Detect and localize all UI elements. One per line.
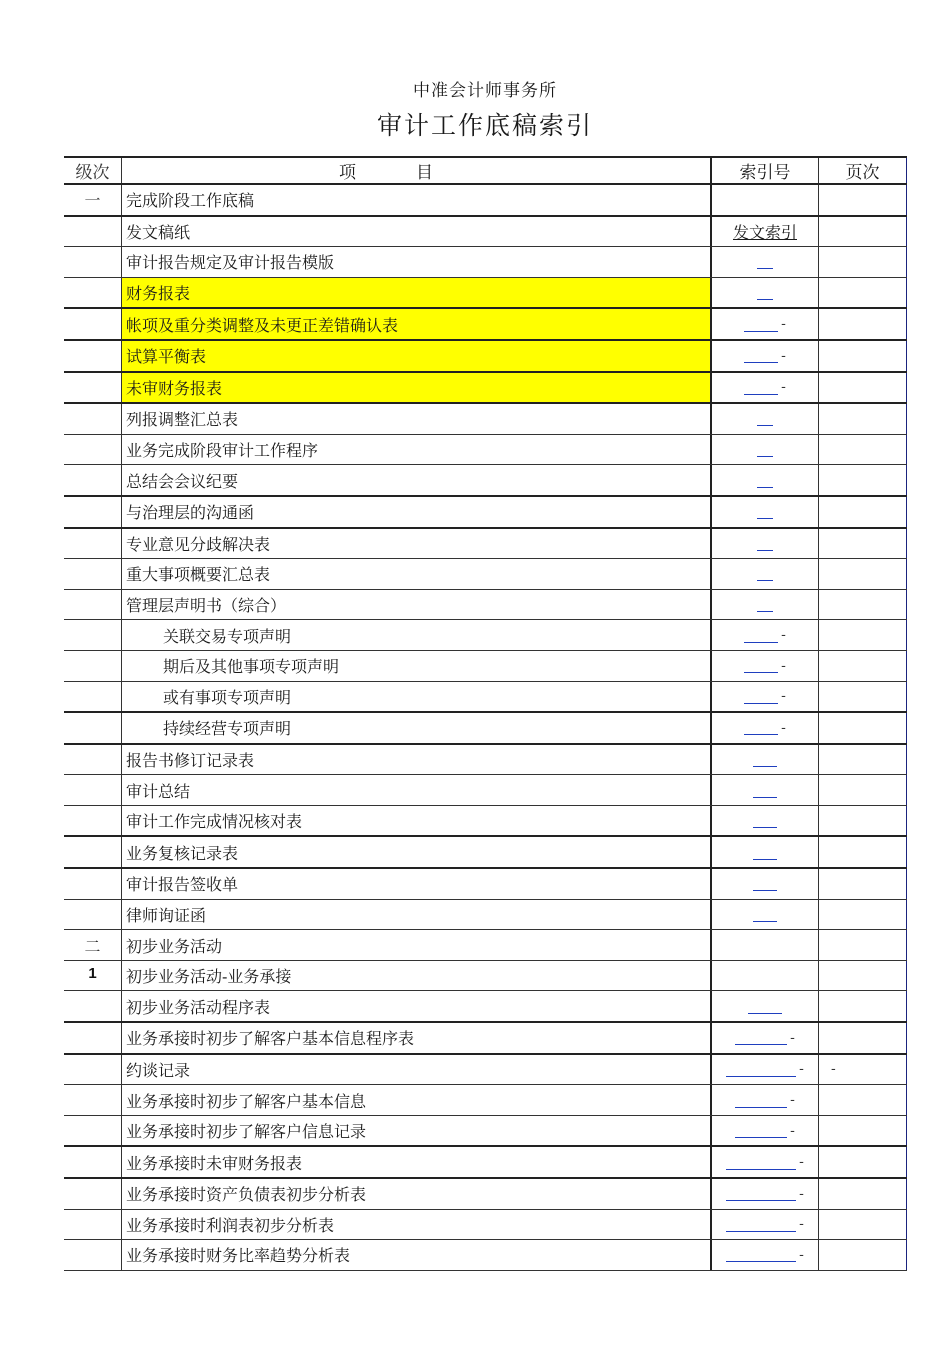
row-item-name: 业务承接时初步了解客户信息记录 [122, 1116, 712, 1146]
row-index-cell [712, 620, 819, 650]
index-link[interactable] [753, 827, 777, 828]
index-link[interactable] [735, 1107, 787, 1108]
table-row [64, 806, 907, 838]
table-header [64, 158, 907, 185]
table-row [64, 1179, 907, 1210]
table-row [64, 185, 907, 217]
row-index-cell [712, 651, 819, 681]
row-index-cell [712, 278, 819, 308]
col-level-header: 级次 [64, 158, 122, 183]
row-level [64, 1147, 122, 1177]
table-row [64, 651, 907, 682]
index-link[interactable] [757, 580, 773, 581]
row-page-cell [819, 185, 907, 215]
index-link[interactable] [744, 734, 778, 735]
index-link[interactable] [757, 550, 773, 551]
index-link[interactable] [744, 672, 778, 673]
row-level [64, 435, 122, 465]
row-index-cell [712, 682, 819, 712]
row-page-cell [819, 713, 907, 743]
index-dash: - [781, 719, 786, 736]
row-page-cell [819, 806, 907, 836]
table-row [64, 713, 907, 745]
index-link[interactable] [735, 1044, 787, 1045]
row-level [64, 775, 122, 805]
index-link[interactable] [757, 518, 773, 519]
row-page-cell [819, 1116, 907, 1146]
col-item-header: 项目 [122, 158, 712, 183]
index-link[interactable] [726, 1200, 796, 1201]
row-item-name: 持续经营专项声明 [122, 713, 712, 743]
index-dash: - [781, 657, 786, 674]
index-dash: - [799, 1185, 804, 1202]
row-item-name: 完成阶段工作底稿 [122, 185, 712, 215]
row-level [64, 309, 122, 339]
row-level [64, 217, 122, 247]
row-item-name: 业务复核记录表 [122, 837, 712, 867]
row-index-cell [712, 1055, 819, 1085]
index-dash: - [790, 1029, 795, 1046]
row-page-cell [819, 1179, 907, 1209]
index-link[interactable] [726, 1261, 796, 1262]
row-item-name: 试算平衡表 [122, 341, 712, 371]
row-level: 1 [64, 961, 122, 991]
page-dash: - [831, 1061, 836, 1078]
row-index-cell [712, 775, 819, 805]
table-row [64, 961, 907, 992]
index-dash: - [781, 316, 786, 333]
index-link[interactable] [753, 921, 777, 922]
row-item-name: 重大事项概要汇总表 [122, 559, 712, 589]
table-row [64, 373, 907, 405]
index-link[interactable] [726, 1076, 796, 1077]
row-page-cell [819, 1240, 907, 1270]
index-link[interactable] [753, 797, 777, 798]
row-index-cell [712, 713, 819, 743]
row-page-cell [819, 529, 907, 559]
index-dash: - [799, 1216, 804, 1233]
row-level [64, 341, 122, 371]
row-page-cell [819, 900, 907, 930]
row-index-cell [712, 217, 819, 247]
row-index-cell [712, 1023, 819, 1053]
row-page-cell [819, 373, 907, 403]
row-item-name: 审计报告签收单 [122, 869, 712, 899]
row-page-cell [819, 682, 907, 712]
table-row [64, 590, 907, 621]
row-page-cell [819, 837, 907, 867]
row-item-name: 业务承接时初步了解客户基本信息 [122, 1085, 712, 1115]
row-level [64, 713, 122, 743]
row-page-cell [819, 217, 907, 247]
table-row [64, 837, 907, 869]
row-item-name: 未审财务报表 [122, 373, 712, 403]
row-item-name: 业务承接时财务比率趋势分析表 [122, 1240, 712, 1270]
row-page-cell [819, 435, 907, 465]
row-level [64, 1055, 122, 1085]
row-page-cell [819, 1210, 907, 1240]
table-row [64, 1240, 907, 1271]
index-link[interactable] [744, 394, 778, 395]
table-row [64, 682, 907, 714]
index-dash: - [799, 1061, 804, 1078]
row-level [64, 1210, 122, 1240]
index-link[interactable] [753, 766, 777, 767]
row-page-cell [819, 991, 907, 1021]
row-page-cell [819, 620, 907, 650]
index-link[interactable] [757, 487, 773, 488]
index-dash: - [781, 627, 786, 644]
row-item-name: 关联交易专项声明 [122, 620, 712, 650]
row-item-name: 发文稿纸 [122, 217, 712, 247]
row-level [64, 497, 122, 527]
row-item-name: 审计总结 [122, 775, 712, 805]
row-index-cell [712, 247, 819, 277]
row-page-cell [819, 497, 907, 527]
row-index-cell [712, 373, 819, 403]
table-row [64, 930, 907, 961]
table-row [64, 1116, 907, 1148]
table-row [64, 559, 907, 590]
row-index-cell [712, 1179, 819, 1209]
index-table [64, 156, 907, 1271]
col-page-header: 页次 [819, 158, 907, 183]
index-link[interactable] [757, 425, 773, 426]
index-link[interactable] [735, 1137, 787, 1138]
row-index-cell [712, 185, 819, 215]
row-level [64, 1179, 122, 1209]
table-row [64, 620, 907, 651]
row-item-name: 审计报告规定及审计报告模版 [122, 247, 712, 277]
table-row [64, 217, 907, 248]
row-level: 二 [64, 930, 122, 960]
table-row [64, 745, 907, 776]
row-item-name: 列报调整汇总表 [122, 404, 712, 434]
row-page-cell [819, 465, 907, 495]
row-index-cell [712, 465, 819, 495]
index-link[interactable] [744, 331, 778, 332]
table-row [64, 341, 907, 373]
index-dash: - [799, 1246, 804, 1263]
row-item-name: 业务承接时未审财务报表 [122, 1147, 712, 1177]
index-link[interactable] [757, 611, 773, 612]
table-row [64, 1085, 907, 1116]
row-index-cell [712, 1116, 819, 1146]
row-page-cell [819, 930, 907, 960]
row-index-cell [712, 1210, 819, 1240]
row-item-name: 帐项及重分类调整及未更正差错确认表 [122, 309, 712, 339]
row-level [64, 1023, 122, 1053]
table-row [64, 497, 907, 529]
index-link[interactable] [757, 268, 773, 269]
table-row [64, 404, 907, 435]
row-level [64, 529, 122, 559]
row-index-cell [712, 309, 819, 339]
index-link[interactable] [744, 362, 778, 363]
table-body [64, 185, 907, 1271]
index-dash: - [799, 1154, 804, 1171]
row-page-cell [819, 1147, 907, 1177]
row-item-name: 与治理层的沟通函 [122, 497, 712, 527]
row-item-name: 业务承接时利润表初步分析表 [122, 1210, 712, 1240]
row-page-cell [819, 247, 907, 277]
row-page-cell [819, 651, 907, 681]
row-page-cell [819, 961, 907, 991]
index-link[interactable] [748, 1013, 782, 1014]
row-index-cell [712, 404, 819, 434]
row-page-cell [819, 775, 907, 805]
row-level [64, 1116, 122, 1146]
table-row [64, 309, 907, 341]
row-item-name: 管理层声明书（综合） [122, 590, 712, 620]
row-level [64, 620, 122, 650]
row-index-cell [712, 869, 819, 899]
row-level [64, 745, 122, 775]
row-level [64, 900, 122, 930]
row-level [64, 278, 122, 308]
row-level [64, 806, 122, 836]
row-page-cell [819, 559, 907, 589]
row-index-cell [712, 806, 819, 836]
table-row [64, 278, 907, 310]
table-row [64, 775, 907, 806]
table-row [64, 247, 907, 278]
row-index-cell [712, 745, 819, 775]
index-link[interactable] [757, 456, 773, 457]
row-level [64, 682, 122, 712]
index-link[interactable] [726, 1231, 796, 1232]
row-index-cell [712, 991, 819, 1021]
row-level [64, 373, 122, 403]
row-item-name: 专业意见分歧解决表 [122, 529, 712, 559]
row-item-name: 初步业务活动程序表 [122, 991, 712, 1021]
row-index-cell [712, 529, 819, 559]
row-index-cell [712, 435, 819, 465]
row-index-cell [712, 559, 819, 589]
row-item-name: 业务完成阶段审计工作程序 [122, 435, 712, 465]
row-page-cell [819, 745, 907, 775]
row-index-cell [712, 837, 819, 867]
row-item-name: 期后及其他事项专项声明 [122, 651, 712, 681]
table-row [64, 529, 907, 560]
row-level [64, 1085, 122, 1115]
row-index-cell [712, 341, 819, 371]
row-index-cell [712, 900, 819, 930]
table-row [64, 1210, 907, 1241]
index-link[interactable] [744, 703, 778, 704]
table-row [64, 1147, 907, 1179]
index-dash: - [781, 379, 786, 396]
row-page-cell [819, 404, 907, 434]
index-dash: - [790, 1092, 795, 1109]
row-item-name: 业务承接时资产负债表初步分析表 [122, 1179, 712, 1209]
row-item-name: 初步业务活动-业务承接 [122, 961, 712, 991]
row-level: 一 [64, 185, 122, 215]
table-row [64, 991, 907, 1023]
row-index-cell [712, 930, 819, 960]
index-link[interactable] [753, 859, 777, 860]
row-page-cell [819, 869, 907, 899]
row-index-cell [712, 1240, 819, 1270]
row-level [64, 837, 122, 867]
row-level [64, 247, 122, 277]
index-dash: - [781, 347, 786, 364]
row-item-name: 业务承接时初步了解客户基本信息程序表 [122, 1023, 712, 1053]
table-row [64, 465, 907, 497]
row-item-name: 律师询证函 [122, 900, 712, 930]
row-index-cell [712, 497, 819, 527]
table-row [64, 1023, 907, 1055]
row-page-cell [819, 590, 907, 620]
document-title: 审计工作底稿索引 [376, 111, 593, 140]
row-level [64, 559, 122, 589]
table-row [64, 1055, 907, 1086]
row-level [64, 869, 122, 899]
row-page-cell [819, 341, 907, 371]
table-row [64, 869, 907, 900]
row-level [64, 590, 122, 620]
col-index-header: 索引号 [712, 158, 819, 183]
row-index-cell [712, 1085, 819, 1115]
row-level [64, 465, 122, 495]
row-page-cell [819, 278, 907, 308]
row-item-name: 财务报表 [122, 278, 712, 308]
row-level [64, 1240, 122, 1270]
firm-name: 中准会计师事务所 [413, 81, 557, 101]
row-page-cell [819, 1085, 907, 1115]
row-item-name: 初步业务活动 [122, 930, 712, 960]
index-dash: - [781, 688, 786, 705]
row-index-cell [712, 590, 819, 620]
table-row [64, 435, 907, 466]
table-row [64, 900, 907, 931]
row-level [64, 991, 122, 1021]
row-item-name: 约谈记录 [122, 1055, 712, 1085]
index-link[interactable] [757, 299, 773, 300]
index-dash: - [790, 1122, 795, 1139]
row-page-cell [819, 1023, 907, 1053]
row-item-name: 审计工作完成情况核对表 [122, 806, 712, 836]
index-link[interactable] [744, 642, 778, 643]
index-link[interactable] [726, 1169, 796, 1170]
row-page-cell [819, 309, 907, 339]
row-item-name: 总结会会议纪要 [122, 465, 712, 495]
index-link[interactable]: 发文索引 [732, 222, 797, 242]
row-item-name: 或有事项专项声明 [122, 682, 712, 712]
row-index-cell [712, 1147, 819, 1177]
row-item-name: 报告书修订记录表 [122, 745, 712, 775]
row-page-cell [819, 1055, 907, 1085]
row-level [64, 651, 122, 681]
index-link[interactable] [753, 890, 777, 891]
row-index-cell [712, 961, 819, 991]
row-level [64, 404, 122, 434]
